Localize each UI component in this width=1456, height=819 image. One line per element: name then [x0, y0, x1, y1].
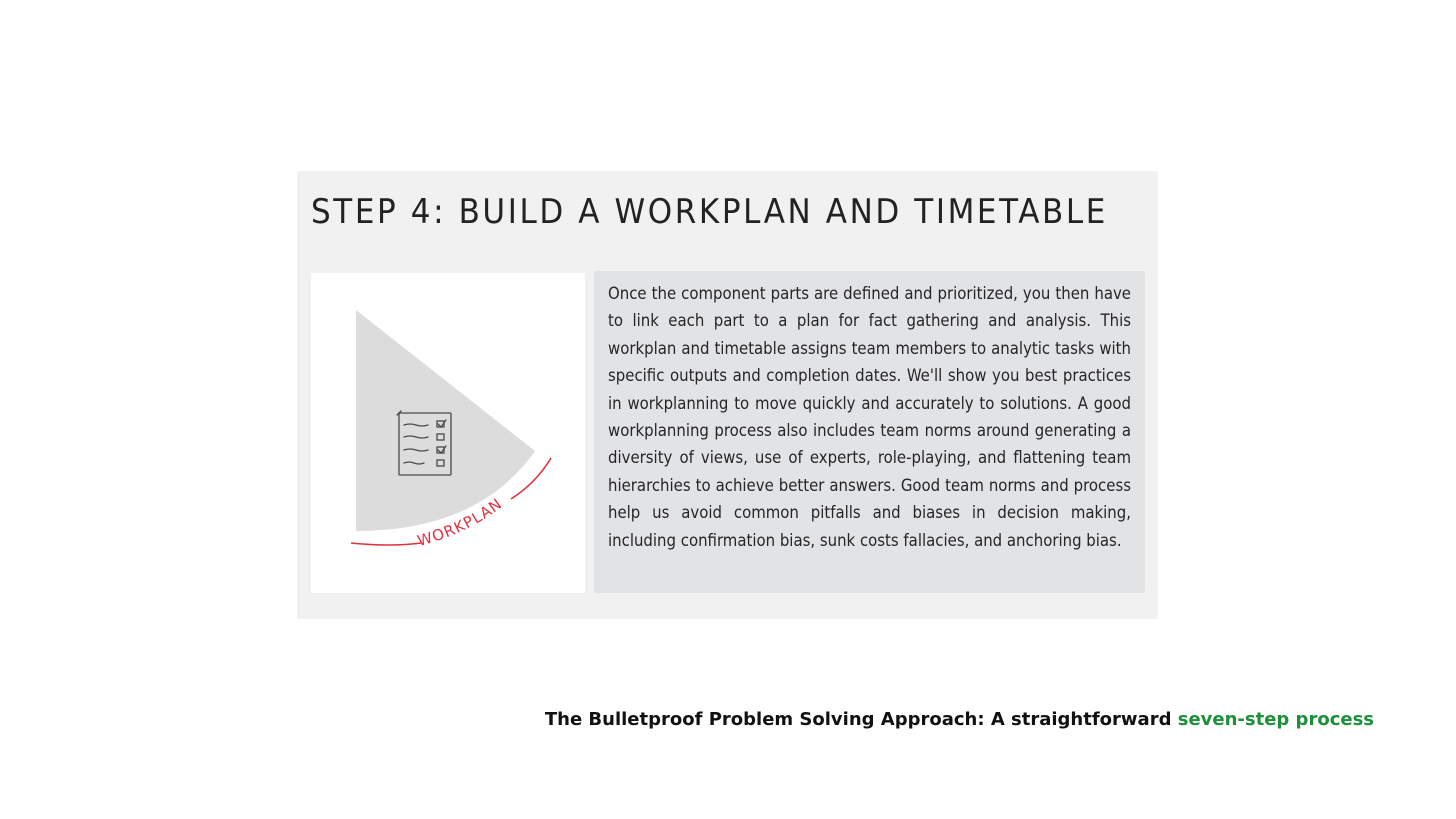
workplan-label: WORKPLAN — [415, 494, 506, 550]
step-card — [297, 171, 1158, 619]
step-title: STEP 4: BUILD A WORKPLAN AND TIMETABLE — [311, 193, 1108, 232]
workplan-wedge-graphic — [311, 273, 585, 593]
footer-caption — [545, 709, 1374, 730]
footer-text: The Bulletproof Problem Solving Approach: A straightforward — [544, 709, 1178, 730]
step-description: Once the component parts are defined and prioritized, you then have to link each part to a plan for fact gathering and analysis. This workplan and timetable assigns team members to analytic tasks with specific outputs and completion dates. We'll show you best practices in workplanning to move quickly and accurately to solutions. A good workplanning process also includes team norms around generating a diversity of views, use of experts, role-playing, and flattening team hierarchies to achieve better answers. Good team norms and process help us avoid common pitfalls and biases in decision making, including confirmation bias, sunk costs fallacies, and anchoring bias. — [608, 284, 1131, 550]
workplan-arc-line — [351, 543, 421, 545]
workplan-illustration — [311, 273, 585, 593]
description-panel — [594, 271, 1145, 593]
footer-accent-link[interactable]: seven-step process — [1177, 709, 1374, 730]
